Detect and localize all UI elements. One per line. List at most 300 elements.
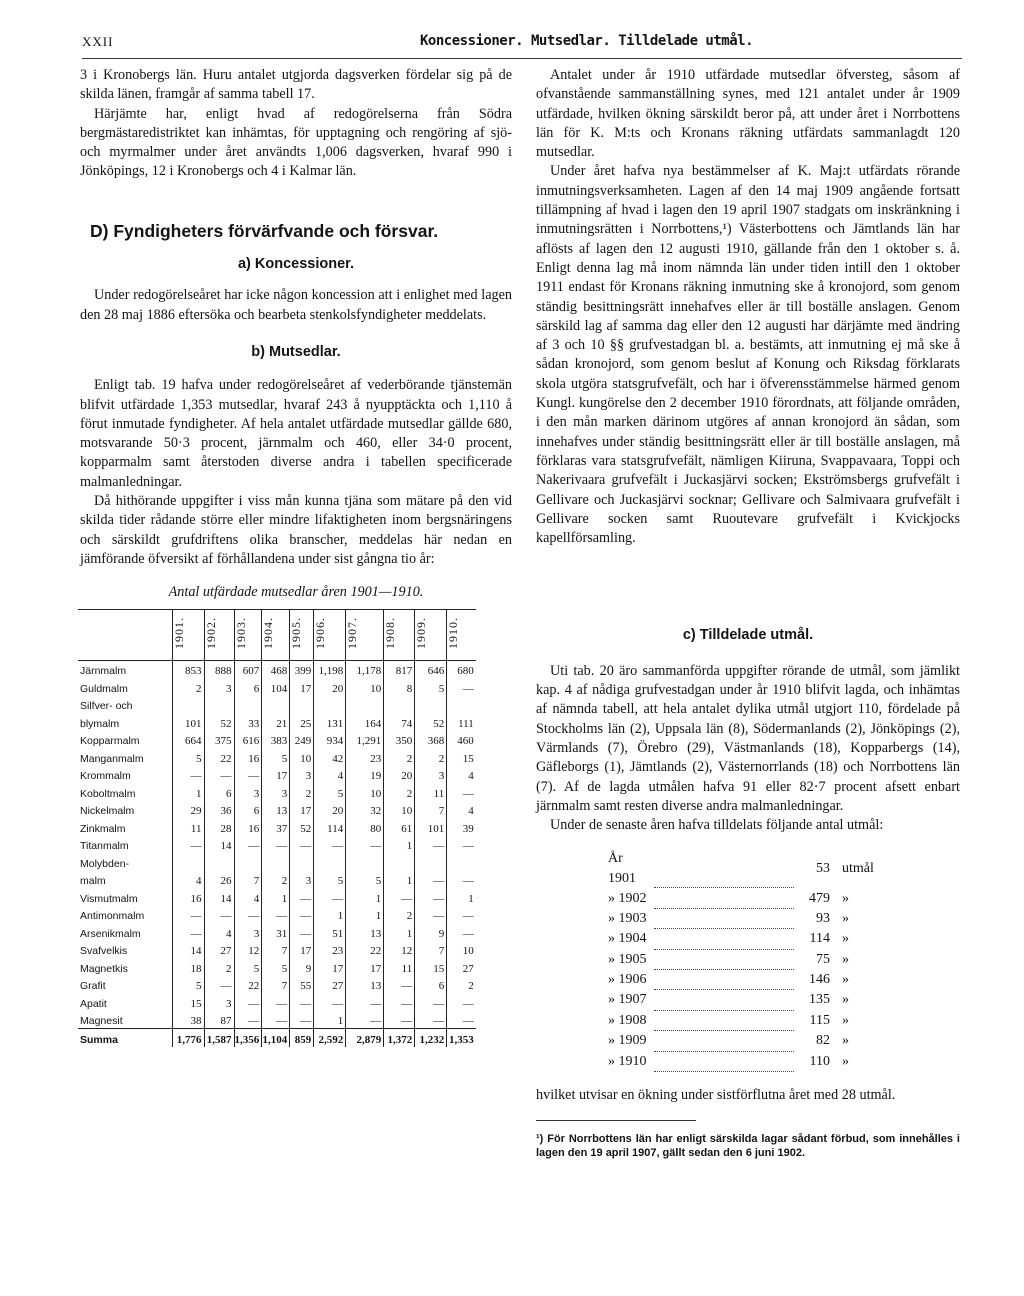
table-cell: 28 <box>204 818 234 836</box>
table-cell: 37 <box>262 818 290 836</box>
table-row <box>78 888 476 906</box>
table-cell: 3 <box>290 766 314 784</box>
row-label: Järnmalm <box>80 665 127 678</box>
year-list-row <box>608 990 902 1010</box>
year-label: År 1901 <box>608 851 636 886</box>
year-label: 1903. <box>233 616 248 649</box>
table-cell: — <box>172 906 204 924</box>
count-value: 115 <box>809 1012 830 1028</box>
paragraph: Under de senaste åren hafva tilldelats följande antal utmål: <box>550 817 884 834</box>
count-value: 93 <box>816 910 830 926</box>
table-cell: 646 <box>415 660 447 678</box>
table-cell: 101 <box>172 713 204 731</box>
table-cell: — <box>234 906 262 924</box>
table-cell: 164 <box>346 713 384 731</box>
table-cell: 10 <box>384 801 415 819</box>
table-cell: — <box>447 1011 476 1029</box>
table-cell: 27 <box>314 976 346 994</box>
table-cell: 29 <box>172 801 204 819</box>
table-row <box>78 818 476 836</box>
row-label: Zinkmalm <box>80 822 126 835</box>
table-cell: 1 <box>447 888 476 906</box>
table-cell: 1 <box>262 888 290 906</box>
unit-label: » <box>842 951 849 967</box>
table-cell <box>290 696 314 714</box>
table-cell: 14 <box>204 836 234 854</box>
table-cell: — <box>415 836 447 854</box>
table-cell: 32 <box>346 801 384 819</box>
table-cell: — <box>234 766 262 784</box>
table-cell: — <box>346 836 384 854</box>
paragraph: hvilket utvisar en ökning under sistförflutna året med 28 utmål. <box>536 1087 896 1103</box>
row-label: Arsenikmalm <box>80 927 141 940</box>
table-cell: 17 <box>314 958 346 976</box>
table-cell: 468 <box>262 660 290 678</box>
table-cell: 39 <box>447 818 476 836</box>
paragraph: Då hithörande uppgifter i viss mån kunna tjäna som mätare på den vid skilda tider rådande större eller mindre lifaktigheten inom bergsnäringens och särskildt grufdriftens olika branscher, meddelas här nedan en jämförande öfversikt af förhållandena under sist gångna tio år: <box>80 493 512 567</box>
year-label: » 1908 <box>608 1012 647 1028</box>
table-cell: 18 <box>172 958 204 976</box>
utmal-year-list <box>608 849 902 1072</box>
table-cell: — <box>384 976 415 994</box>
table-cell: 16 <box>172 888 204 906</box>
dot-leader <box>654 949 794 969</box>
row-label: Magnesit <box>80 1015 123 1028</box>
table-cell: 33 <box>234 713 262 731</box>
table-cell: — <box>290 836 314 854</box>
unit-label: » <box>842 1012 849 1028</box>
table-cell: — <box>415 888 447 906</box>
year-label: 1906. <box>313 616 328 649</box>
table-cell: 27 <box>204 941 234 959</box>
table-cell: 21 <box>262 713 290 731</box>
table-cell <box>314 853 346 871</box>
year-column-header <box>384 609 415 660</box>
table-cell: 888 <box>204 660 234 678</box>
table-cell: — <box>172 766 204 784</box>
year-label: 1910. <box>446 616 461 649</box>
year-column-header <box>262 609 290 660</box>
table-cell <box>447 696 476 714</box>
table-caption: Antal utfärdade mutsedlar åren 1901—1910. <box>168 584 424 601</box>
unit-label: » <box>842 972 849 988</box>
table-cell: — <box>204 906 234 924</box>
table-cell: 22 <box>346 941 384 959</box>
table-cell: 111 <box>447 713 476 731</box>
table-cell: — <box>290 888 314 906</box>
unit-label: » <box>842 931 849 947</box>
row-label: Magnetkis <box>80 962 128 975</box>
dot-leader <box>654 908 794 928</box>
table-cell: 8 <box>384 678 415 696</box>
table-cell: 52 <box>415 713 447 731</box>
table-cell: 4 <box>234 888 262 906</box>
table-cell: 11 <box>172 818 204 836</box>
table-cell: 375 <box>204 731 234 749</box>
table-cell: 23 <box>346 748 384 766</box>
table-cell: 1 <box>314 906 346 924</box>
table-cell <box>172 696 204 714</box>
row-label: Manganmalm <box>80 752 144 765</box>
page-number: XXII <box>82 34 114 49</box>
year-list-row <box>608 1010 902 1030</box>
table-cell: 36 <box>204 801 234 819</box>
table-cell: — <box>346 1011 384 1029</box>
table-cell: 4 <box>314 766 346 784</box>
dot-leader <box>654 929 794 949</box>
table-cell: 26 <box>204 871 234 889</box>
table-cell: 12 <box>384 941 415 959</box>
table-row <box>78 941 476 959</box>
table-cell: 13 <box>262 801 290 819</box>
row-label: Antimonmalm <box>80 910 145 923</box>
table-cell: 1,291 <box>346 731 384 749</box>
table-cell: 460 <box>447 731 476 749</box>
year-list-row <box>608 949 902 969</box>
table-cell <box>204 696 234 714</box>
table-cell: — <box>415 906 447 924</box>
table-cell: — <box>447 836 476 854</box>
table-row <box>78 713 476 731</box>
table-cell <box>290 853 314 871</box>
table-cell: 1,776 <box>172 1029 204 1047</box>
table-row <box>78 871 476 889</box>
table-cell <box>234 696 262 714</box>
table-cell: 1,356 <box>234 1029 262 1047</box>
table-cell: 2 <box>384 748 415 766</box>
table-cell: 20 <box>384 766 415 784</box>
table-cell: 17 <box>290 941 314 959</box>
table-cell: 20 <box>314 801 346 819</box>
table-cell: 5 <box>172 976 204 994</box>
year-column-header <box>234 609 262 660</box>
paragraph: Under året hafva nya bestämmelser af K. Maj:t utfärdats rörande inmutningsverksamheten. Lagen af den 14 maj 1909 angående fortsatt tillämpning af hvad i lagen den 19 april 1907 stadgats om inskränkning i inmutningsrätten i Norrbottens,¹) Västerbottens och Jämtlands län har aflösts af lagen den 12 augusti 1910, gällande från den 1 oktober s. å. Enligt denna lag må inom nämnda län under tiden intill den 1 oktober 1911 endast för Kronans räkning inmutning ske å kronojord, som genom ständig besittningsrätt innehafves eller är till boställe anslagen. Genom särskild lag af samma dag eller den 12 augusti har därjämte med ändring af 3 och 10 §§ grufvestadgan bl. a. bestämts, att inmutning ej må ske å sådan kronojord, som genom beslut af Konung och Riksdag förklarats skola utgöra statsgrufvefält, och har i öfverensstämmelse härmed genom Kungl. kungörelse den 2 december 1910 förordnats, att följande områden, i den mån marken därinom utgöres af annan kronojord än sådan, som innehafves under ständig besittningsrätt eller är till boställe anslagen, må förklaras vara statsgrufvefält, nämligen Kiiruna, Svappavaara, Toppi och Nakerivaara grufvefält i Juckasjärvi socken; Ekströmsbergs grufvefält i Gellivare och Juckasjärvi socknar; Gellivare och Salmivaara grufvefält i Gellivare socken samt Ruoutevare grufvefält i Kvickjocks kapellförsamling. <box>536 163 960 547</box>
table-cell: 2 <box>447 976 476 994</box>
unit-label: » <box>842 1053 849 1069</box>
table-cell: — <box>172 923 204 941</box>
table-cell: 10 <box>346 678 384 696</box>
subheading-koncessioner: a) Koncessioner. <box>237 256 355 273</box>
table-cell: 3 <box>204 993 234 1011</box>
year-label: » 1903 <box>608 910 647 926</box>
year-column-header <box>346 609 384 660</box>
row-label: Nickelmalm <box>80 805 135 818</box>
year-label: 1909. <box>414 616 429 649</box>
table-cell <box>262 853 290 871</box>
row-label: Apatit <box>80 997 107 1010</box>
table-row <box>78 731 476 749</box>
table-cell: 1 <box>314 1011 346 1029</box>
unit-label: » <box>842 992 849 1008</box>
table-cell: 17 <box>290 801 314 819</box>
table-cell: 27 <box>447 958 476 976</box>
mutsedlar-table <box>78 609 476 1047</box>
table-cell <box>204 853 234 871</box>
table-cell: 1 <box>384 923 415 941</box>
table-corner <box>78 609 172 660</box>
table-cell: 101 <box>415 818 447 836</box>
table-cell: 13 <box>346 923 384 941</box>
year-label: » 1904 <box>608 931 647 947</box>
table-cell: — <box>262 1011 290 1029</box>
table-cell: 80 <box>346 818 384 836</box>
table-row <box>78 1011 476 1029</box>
running-title: Koncessioner. Mutsedlar. Tilldelade utmål. <box>420 33 754 49</box>
table-header-row <box>78 609 476 660</box>
table-cell: 22 <box>204 748 234 766</box>
dot-leader <box>654 849 794 888</box>
table-cell: 14 <box>204 888 234 906</box>
table-cell: 664 <box>172 731 204 749</box>
dot-leader <box>654 970 794 990</box>
count-value: 110 <box>809 1053 830 1069</box>
table-cell: 17 <box>346 958 384 976</box>
table-cell: 13 <box>346 976 384 994</box>
table-cell: 6 <box>204 783 234 801</box>
table-cell: — <box>384 993 415 1011</box>
section-heading-d: D) Fyndigheters förvärfvande och försvar. <box>90 220 439 241</box>
table-cell: — <box>447 678 476 696</box>
year-list-row <box>608 1031 902 1051</box>
year-list-row <box>608 970 902 990</box>
table-cell: 15 <box>172 993 204 1011</box>
row-label: Grafit <box>80 980 106 993</box>
table-cell: 20 <box>314 678 346 696</box>
paragraph: Enligt tab. 19 hafva under redogörelseåret af vederbörande tjänstemän blifvit utfärdade 1,353 mutsedlar, hvaraf 243 å nyupptäckta och 1,110 å förut inmutade fyndigheter. Af hela antalet utfärdade mutsedlar gällde 680, motsvarande 50·3 procent, järnmalm och 460, eller 34·0 procent, kopparmalm samt återstoden diverse andra i tabellen specificerade malmanledningar. <box>80 377 512 490</box>
table-cell: 11 <box>415 783 447 801</box>
table-cell: — <box>262 836 290 854</box>
table-cell: — <box>415 1011 447 1029</box>
paragraph: Antalet under år 1910 utfärdade mutsedlar öfversteg, såsom af ofvanstående sammanställning synes, med 121 antalet under år 1909 utfärdade, hvilken ökning särskildt beror på, att under året i Norrbottens län för K. M:ts och Kronans räkning utfärdats sammanlagdt 120 mutsedlar. <box>536 67 960 161</box>
table-cell: — <box>204 976 234 994</box>
table-cell: 1 <box>172 783 204 801</box>
table-sum-row <box>78 1029 476 1047</box>
year-label: » 1902 <box>608 890 647 906</box>
table-cell: 16 <box>234 748 262 766</box>
table-cell: 3 <box>204 678 234 696</box>
table-cell: 2,879 <box>346 1029 384 1047</box>
table-cell: 2 <box>204 958 234 976</box>
table-row <box>78 696 476 714</box>
table-cell: 350 <box>384 731 415 749</box>
year-list-row <box>608 849 902 888</box>
year-label: 1905. <box>289 616 304 649</box>
table-cell: — <box>290 906 314 924</box>
table-cell: 10 <box>346 783 384 801</box>
table-cell: 16 <box>234 818 262 836</box>
paragraph: Under redogörelseåret har icke någon koncession att i enlighet med lagen den 28 maj 1886 eftersöka och bearbeta stenkolsfyndigheter meddelats. <box>80 287 512 323</box>
count-value: 75 <box>816 951 830 967</box>
table-cell: 6 <box>234 801 262 819</box>
table-cell <box>314 696 346 714</box>
table-row <box>78 783 476 801</box>
table-row <box>78 766 476 784</box>
table-cell: 1 <box>346 906 384 924</box>
table-cell: 2 <box>384 906 415 924</box>
table-cell: 4 <box>447 766 476 784</box>
table-cell: 2 <box>172 678 204 696</box>
table-cell: 25 <box>290 713 314 731</box>
year-column-header <box>172 609 204 660</box>
table-cell: — <box>234 1011 262 1029</box>
count-value: 53 <box>816 861 830 877</box>
table-cell: 1 <box>346 888 384 906</box>
count-value: 479 <box>809 890 830 906</box>
table-cell: — <box>384 888 415 906</box>
table-cell: 5 <box>415 678 447 696</box>
table-cell: 17 <box>262 766 290 784</box>
table-cell: 399 <box>290 660 314 678</box>
table-cell <box>384 696 415 714</box>
table-cell: 2,592 <box>314 1029 346 1047</box>
table-cell: 817 <box>384 660 415 678</box>
dot-leader <box>654 990 794 1010</box>
table-cell: 5 <box>346 871 384 889</box>
table-row <box>78 748 476 766</box>
table-cell: 61 <box>384 818 415 836</box>
table-cell <box>384 853 415 871</box>
table-cell: 5 <box>234 958 262 976</box>
table-cell: 11 <box>384 958 415 976</box>
table-cell: — <box>290 1011 314 1029</box>
table-cell: — <box>447 906 476 924</box>
count-value: 82 <box>816 1033 830 1049</box>
table-row <box>78 923 476 941</box>
table-cell: 52 <box>204 713 234 731</box>
table-cell: 1 <box>384 836 415 854</box>
row-label: Krommalm <box>80 770 131 783</box>
row-label: Koboltmalm <box>80 787 136 800</box>
table-cell: 22 <box>234 976 262 994</box>
table-row <box>78 853 476 871</box>
year-column-header <box>447 609 476 660</box>
table-cell: 368 <box>415 731 447 749</box>
table-cell: 10 <box>290 748 314 766</box>
table-cell: 3 <box>234 923 262 941</box>
table-cell: 2 <box>290 783 314 801</box>
paragraph: 3 i Kronobergs län. Huru antalet utgjorda dagsverken fördelar sig på de skilda länen, framgår af samma tabell 17. <box>80 67 512 103</box>
count-value: 114 <box>809 931 830 947</box>
table-cell: 15 <box>415 958 447 976</box>
table-cell <box>172 853 204 871</box>
year-label: » 1910 <box>608 1053 647 1069</box>
subheading-tilldelade-utmal: c) Tilldelade utmål. <box>682 627 814 644</box>
table-cell: — <box>234 993 262 1011</box>
dot-leader <box>654 1010 794 1030</box>
unit-label: utmål <box>842 861 874 877</box>
year-label: » 1907 <box>608 992 647 1008</box>
table-cell: 55 <box>290 976 314 994</box>
table-cell: 38 <box>172 1011 204 1029</box>
table-cell: — <box>290 923 314 941</box>
year-label: 1902. <box>203 616 218 649</box>
table-cell: 1,198 <box>314 660 346 678</box>
table-cell: 1,372 <box>384 1029 415 1047</box>
table-cell: 15 <box>447 748 476 766</box>
table-cell: 5 <box>262 958 290 976</box>
year-label: 1901. <box>171 616 186 649</box>
table-cell: 1,353 <box>447 1029 476 1047</box>
year-label: » 1906 <box>608 972 647 988</box>
table-cell: 1,104 <box>262 1029 290 1047</box>
table-cell: — <box>447 871 476 889</box>
row-label: malm <box>80 875 106 888</box>
table-cell: 51 <box>314 923 346 941</box>
subheading-mutsedlar: b) Mutsedlar. <box>251 343 341 360</box>
table-cell: 853 <box>172 660 204 678</box>
row-label: blymalm <box>80 717 120 730</box>
year-list-row <box>608 908 902 928</box>
dot-leader <box>654 888 794 908</box>
year-column-header <box>290 609 314 660</box>
row-label: Kopparmalm <box>80 735 140 748</box>
table-cell <box>234 853 262 871</box>
table-cell: 9 <box>290 958 314 976</box>
table-cell: 5 <box>314 871 346 889</box>
table-cell: 23 <box>314 941 346 959</box>
table-cell: 6 <box>415 976 447 994</box>
table-cell: 1,232 <box>415 1029 447 1047</box>
table-cell: 4 <box>172 871 204 889</box>
table-cell: 3 <box>290 871 314 889</box>
table-cell <box>415 853 447 871</box>
year-column-header <box>415 609 447 660</box>
table-cell: 934 <box>314 731 346 749</box>
table-cell: 17 <box>290 678 314 696</box>
year-list-row <box>608 1051 902 1071</box>
year-label: 1907. <box>345 616 360 649</box>
table-cell: 3 <box>262 783 290 801</box>
table-cell: 12 <box>234 941 262 959</box>
count-value: 146 <box>809 972 830 988</box>
table-cell: — <box>384 1011 415 1029</box>
table-cell: 616 <box>234 731 262 749</box>
table-cell: 7 <box>415 801 447 819</box>
table-cell: 249 <box>290 731 314 749</box>
table-cell: — <box>262 906 290 924</box>
dot-leader <box>654 1031 794 1051</box>
table-cell: — <box>204 766 234 784</box>
table-cell: 1 <box>384 871 415 889</box>
table-row <box>78 660 476 678</box>
row-label: Svafvelkis <box>80 945 128 958</box>
table-cell: 74 <box>384 713 415 731</box>
year-label: » 1905 <box>608 951 647 967</box>
year-list-row <box>608 929 902 949</box>
table-cell: 3 <box>415 766 447 784</box>
row-label: Guldmalm <box>80 682 128 695</box>
table-cell: — <box>234 836 262 854</box>
year-label: 1908. <box>383 616 398 649</box>
table-cell: 31 <box>262 923 290 941</box>
table-cell: — <box>346 993 384 1011</box>
table-cell: 859 <box>290 1029 314 1047</box>
table-row <box>78 836 476 854</box>
table-cell: 114 <box>314 818 346 836</box>
table-cell: 131 <box>314 713 346 731</box>
left-column <box>80 66 512 1047</box>
row-label: Silfver- och <box>80 700 133 713</box>
table-cell <box>262 696 290 714</box>
table-row <box>78 906 476 924</box>
year-label: » 1909 <box>608 1033 647 1049</box>
paragraph: Uti tab. 20 äro sammanförda uppgifter rörande de utmål, som jämlikt kap. 4 af nådiga grufvestadgan under år 1910 blifvit lagda, och inhämtas af nämnda tabell, att hela antalet dylika utmål utgjort 110, fördelade på Stockholms län (2), Uppsala län (8), Södermanlands (2), Jönköpings (2), Värmlands (7), Örebro (29), Västmanlands (18), Kopparbergs (14), Gäfleborgs (1), Jämtlands (2), Västernorrlands (18) och Norrbottens län (7). Af de lagda utmålen hafva 91 eller 82·7 procent afsett enbart järnmalm samt resten diverse andra malmanledningar. <box>536 662 960 814</box>
table-cell: 104 <box>262 678 290 696</box>
table-row <box>78 976 476 994</box>
year-column-header <box>314 609 346 660</box>
table-cell: — <box>447 923 476 941</box>
table-cell: — <box>290 993 314 1011</box>
